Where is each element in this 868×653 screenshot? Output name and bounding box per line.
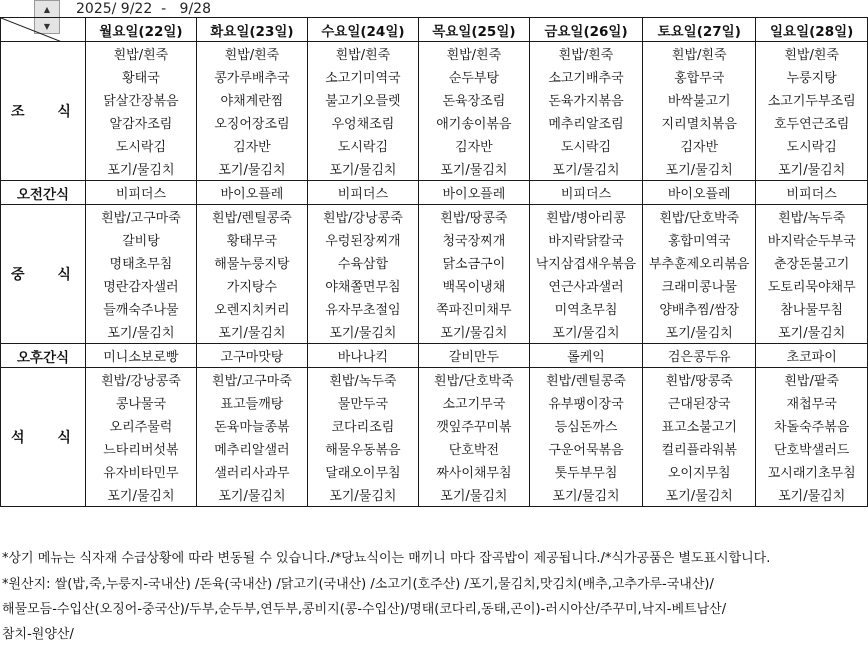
menu-item: 황태무국	[196, 228, 307, 251]
menu-item: 소고기무국	[418, 391, 529, 414]
menu-item: 포기/물김치	[85, 320, 196, 344]
menu-item: 표고소불고기	[643, 414, 756, 437]
day-header-row	[1, 18, 868, 42]
snack-item: 비피더스	[756, 181, 868, 205]
lunch-row	[1, 251, 868, 274]
lunch-row	[1, 228, 868, 251]
menu-item: 홍합미역국	[643, 228, 756, 251]
menu-item: 포기/물김치	[418, 320, 529, 344]
menu-item: 재첩무국	[756, 391, 868, 414]
snack-item: 비피더스	[85, 181, 196, 205]
menu-item: 짜사이채무침	[418, 460, 529, 483]
menu-item: 도시락김	[756, 134, 868, 157]
breakfast-row	[1, 157, 868, 181]
menu-item: 흰밥/단호박죽	[418, 368, 529, 392]
menu-item: 돈육가지볶음	[529, 88, 642, 111]
breakfast-label: 조 식	[1, 42, 86, 181]
menu-item: 메추리알샐러	[196, 437, 307, 460]
menu-item: 가지탕수	[196, 274, 307, 297]
menu-item: 단호박샐러드	[756, 437, 868, 460]
menu-item: 홍합무국	[643, 65, 756, 88]
breakfast-row	[1, 88, 868, 111]
menu-item: 흰밥/녹두죽	[756, 205, 868, 229]
menu-item: 콩나물국	[85, 391, 196, 414]
menu-item: 차돌숙주볶음	[756, 414, 868, 437]
menu-item: 느타리버섯볶	[85, 437, 196, 460]
snack-item: 비피더스	[307, 181, 418, 205]
dinner-row	[1, 460, 868, 483]
menu-item: 낙지삼겹새우볶음	[529, 251, 642, 274]
breakfast-row	[1, 65, 868, 88]
menu-item: 포기/물김치	[529, 483, 642, 507]
menu-item: 흰밥/녹두죽	[307, 368, 418, 392]
lunch-label: 중 식	[1, 205, 86, 344]
menu-item: 달래오이무침	[307, 460, 418, 483]
day-header: 토요일(27일)	[643, 18, 756, 42]
menu-item: 쪽파진미채무	[418, 297, 529, 320]
menu-item: 등심돈까스	[529, 414, 642, 437]
menu-item: 야채계란찜	[196, 88, 307, 111]
menu-item: 흰밥/흰죽	[418, 42, 529, 66]
menu-item: 도시락김	[529, 134, 642, 157]
morning-snack-label: 오전간식	[1, 181, 86, 205]
menu-item: 흰밥/고구마죽	[85, 205, 196, 229]
menu-item: 닭소금구이	[418, 251, 529, 274]
menu-item: 소고기미역국	[307, 65, 418, 88]
snack-item: 미니소보로빵	[85, 344, 196, 368]
menu-item: 톳두부무침	[529, 460, 642, 483]
menu-item: 도토리묵야채무	[756, 274, 868, 297]
notice-line: *상기 메뉴는 식자재 수급상황에 따라 변동될 수 있습니다./*당뇨식이는 매끼니 마다 잡곡밥이 제공됩니다./*식가공품은 별도표시합니다.	[2, 551, 771, 566]
menu-item: 바싹불고기	[643, 88, 756, 111]
snack-item: 비피더스	[529, 181, 642, 205]
menu-item: 오렌지치커리	[196, 297, 307, 320]
menu-item: 바지락닭칼국	[529, 228, 642, 251]
menu-item: 포기/물김치	[756, 157, 868, 181]
menu-item: 갈비탕	[85, 228, 196, 251]
menu-item: 포기/물김치	[196, 320, 307, 344]
menu-item: 들깨숙주나물	[85, 297, 196, 320]
menu-item: 누룽지탕	[756, 65, 868, 88]
menu-item: 돈육마늘종볶	[196, 414, 307, 437]
day-header: 수요일(24일)	[307, 18, 418, 42]
menu-item: 미역초무침	[529, 297, 642, 320]
menu-item: 춘장돈불고기	[756, 251, 868, 274]
menu-item: 수육삼합	[307, 251, 418, 274]
menu-item: 흰밥/단호박죽	[643, 205, 756, 229]
morning-snack-row	[1, 181, 868, 205]
snack-item: 바나나킥	[307, 344, 418, 368]
menu-item: 흰밥/흰죽	[196, 42, 307, 66]
afternoon-snack-row	[1, 344, 868, 368]
menu-item: 불고기오믈렛	[307, 88, 418, 111]
lunch-row	[1, 297, 868, 320]
menu-item: 지리멸치볶음	[643, 111, 756, 134]
dinner-row	[1, 368, 868, 392]
origin-line: 참치-원양산/	[2, 627, 74, 642]
menu-item: 유자비타민무	[85, 460, 196, 483]
snack-item: 갈비만두	[418, 344, 529, 368]
snack-item: 바이오플레	[196, 181, 307, 205]
date-range: 2025/ 9/22 - 9/28	[76, 1, 211, 17]
menu-item: 포기/물김치	[307, 483, 418, 507]
menu-item: 깻잎주꾸미볶	[418, 414, 529, 437]
menu-item: 소고기배추국	[529, 65, 642, 88]
menu-item: 흰밥/땅콩죽	[418, 205, 529, 229]
menu-item: 흰밥/흰죽	[643, 42, 756, 66]
snack-item: 바이오플레	[418, 181, 529, 205]
menu-item: 순두부탕	[418, 65, 529, 88]
menu-item: 포기/물김치	[307, 320, 418, 344]
menu-item: 포기/물김치	[307, 157, 418, 181]
menu-item: 바지락순두부국	[756, 228, 868, 251]
menu-item: 메추리알조림	[529, 111, 642, 134]
lunch-row	[1, 205, 868, 229]
day-header: 금요일(26일)	[529, 18, 642, 42]
menu-item: 연근사과샐러	[529, 274, 642, 297]
menu-item: 포기/물김치	[85, 157, 196, 181]
menu-item: 흰밥/병아리콩	[529, 205, 642, 229]
menu-item: 흰밥/강낭콩죽	[307, 205, 418, 229]
breakfast-row	[1, 42, 868, 66]
menu-item: 백목이냉채	[418, 274, 529, 297]
day-header: 목요일(25일)	[418, 18, 529, 42]
menu-item: 참나물무침	[756, 297, 868, 320]
menu-item: 오징어장조림	[196, 111, 307, 134]
menu-item: 유자무초절임	[307, 297, 418, 320]
menu-item: 도시락김	[307, 134, 418, 157]
lunch-row	[1, 320, 868, 344]
menu-item: 흰밥/흰죽	[85, 42, 196, 66]
menu-item: 명태초무침	[85, 251, 196, 274]
menu-item: 꼬시래기초무침	[756, 460, 868, 483]
dinner-row	[1, 391, 868, 414]
menu-item: 포기/물김치	[643, 320, 756, 344]
menu-item: 포기/물김치	[85, 483, 196, 507]
diagonal-divider	[1, 18, 62, 42]
menu-item: 알감자조림	[85, 111, 196, 134]
menu-item: 샐러리사과무	[196, 460, 307, 483]
menu-item: 호두연근조림	[756, 111, 868, 134]
menu-item: 코다리조림	[307, 414, 418, 437]
menu-item: 우엉채조림	[307, 111, 418, 134]
weekly-menu-table	[0, 17, 868, 507]
menu-item: 흰밥/렌틸콩죽	[529, 368, 642, 392]
menu-item: 흰밥/고구마죽	[196, 368, 307, 392]
day-header: 일요일(28일)	[756, 18, 868, 42]
snack-item: 바이오플레	[643, 181, 756, 205]
lunch-row	[1, 274, 868, 297]
menu-item: 오리주물럭	[85, 414, 196, 437]
menu-item: 흰밥/렌틸콩죽	[196, 205, 307, 229]
menu-item: 우렁된장찌개	[307, 228, 418, 251]
corner-cell	[1, 18, 86, 42]
origin-line: 해물모듬-수입산(오징어-중국산)/두부,순두부,연두부,콩비지(콩-수입산)/명태(코다리,동태,곤이)-러시아산/주꾸미,낙지-베트남산/	[2, 602, 727, 617]
menu-item: 단호박전	[418, 437, 529, 460]
dinner-row	[1, 414, 868, 437]
menu-item: 김자반	[196, 134, 307, 157]
menu-item: 야채쫄면무침	[307, 274, 418, 297]
snack-item: 롤케익	[529, 344, 642, 368]
menu-item: 닭살간장볶음	[85, 88, 196, 111]
snack-item: 검은콩두유	[643, 344, 756, 368]
menu-item: 포기/물김치	[643, 157, 756, 181]
day-header: 화요일(23일)	[196, 18, 307, 42]
menu-item: 포기/물김치	[756, 320, 868, 344]
menu-item: 흰밥/땅콩죽	[643, 368, 756, 392]
menu-item: 구운어묵볶음	[529, 437, 642, 460]
dinner-row	[1, 437, 868, 460]
menu-item: 돈육장조림	[418, 88, 529, 111]
menu-item: 포기/물김치	[418, 483, 529, 507]
menu-item: 흰밥/흰죽	[756, 42, 868, 66]
menu-item: 도시락김	[85, 134, 196, 157]
breakfast-row	[1, 134, 868, 157]
snack-item: 초코파이	[756, 344, 868, 368]
menu-item: 부추훈제오리볶음	[643, 251, 756, 274]
menu-item: 포기/물김치	[529, 320, 642, 344]
menu-item: 포기/물김치	[418, 157, 529, 181]
menu-item: 표고들깨탕	[196, 391, 307, 414]
spinner-down-icon[interactable]: ▼	[43, 21, 51, 31]
menu-item: 양배추찜/쌈장	[643, 297, 756, 320]
day-header: 월요일(22일)	[85, 18, 196, 42]
menu-item: 소고기두부조림	[756, 88, 868, 111]
menu-item: 해물우동볶음	[307, 437, 418, 460]
menu-item: 오이지무침	[643, 460, 756, 483]
menu-item: 흰밥/팥죽	[756, 368, 868, 392]
menu-item: 물만두국	[307, 391, 418, 414]
menu-item: 크래미콩나물	[643, 274, 756, 297]
menu-item: 흰밥/강낭콩죽	[85, 368, 196, 392]
menu-item: 흰밥/흰죽	[307, 42, 418, 66]
menu-item: 명란감자샐러	[85, 274, 196, 297]
menu-item: 김자반	[418, 134, 529, 157]
menu-item: 애기송이볶음	[418, 111, 529, 134]
dinner-row	[1, 483, 868, 507]
menu-item: 해물누룽지탕	[196, 251, 307, 274]
breakfast-row	[1, 111, 868, 134]
menu-item: 포기/물김치	[643, 483, 756, 507]
menu-item: 황태국	[85, 65, 196, 88]
menu-item: 콩가루배추국	[196, 65, 307, 88]
menu-item: 청국장찌개	[418, 228, 529, 251]
menu-item: 포기/물김치	[529, 157, 642, 181]
menu-item: 유부팽이장국	[529, 391, 642, 414]
dinner-label: 석 식	[1, 368, 86, 507]
menu-item: 근대된장국	[643, 391, 756, 414]
menu-item: 포기/물김치	[196, 483, 307, 507]
menu-item: 흰밥/흰죽	[529, 42, 642, 66]
spinner-up-icon[interactable]: ▲	[35, 1, 59, 18]
menu-item: 포기/물김치	[756, 483, 868, 507]
menu-item: 포기/물김치	[196, 157, 307, 181]
afternoon-snack-label: 오후간식	[1, 344, 86, 368]
menu-item: 컬리플라워볶	[643, 437, 756, 460]
menu-item: 김자반	[643, 134, 756, 157]
origin-line: *원산지: 쌀(밥,죽,누룽지-국내산) /돈육(국내산) /닭고기(국내산) /소고기(호주산) /포기,물김치,맛김치(배추,고추가루-국내산)/	[2, 577, 714, 592]
snack-item: 고구마맛탕	[196, 344, 307, 368]
